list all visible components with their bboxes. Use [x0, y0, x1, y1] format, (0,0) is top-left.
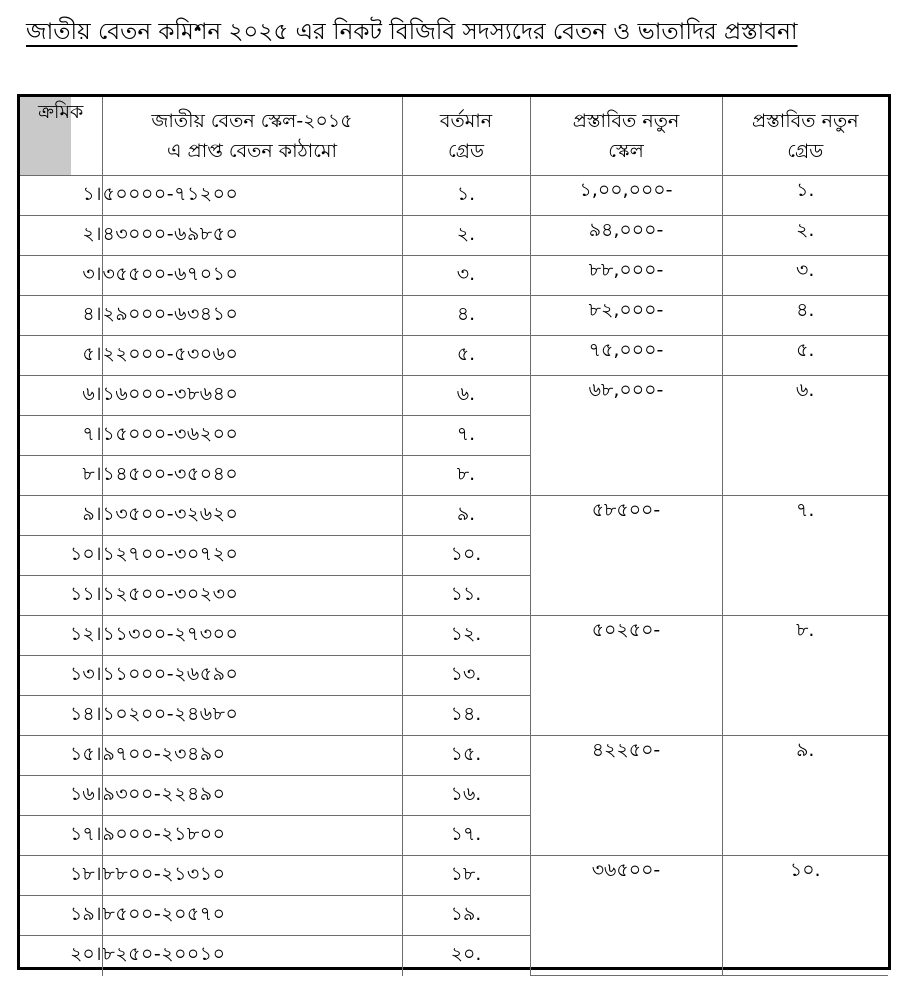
serial-cell: ৩। — [20, 256, 102, 296]
current-grade-cell: ১১. — [402, 576, 530, 616]
salary-table-frame — [17, 94, 891, 970]
header-proposed-scale-line2: স্কেল — [608, 140, 644, 162]
current-scale-cell: ১৬০০০-৩৮৬৪০ — [102, 376, 402, 416]
serial-cell: ৫। — [20, 336, 102, 376]
proposed-scale-cell: ৫০২৫০- — [530, 616, 722, 736]
current-scale-cell: ১৪৫০০-৩৫০৪০ — [102, 456, 402, 496]
table-row — [20, 296, 888, 336]
current-scale-cell: ৮৫০০-২০৫৭০ — [102, 896, 402, 936]
current-grade-cell: ১৪. — [402, 696, 530, 736]
serial-cell: ৪। — [20, 296, 102, 336]
current-grade-cell: ১৩. — [402, 656, 530, 696]
proposed-grade-cell: ৩. — [722, 256, 888, 296]
serial-cell: ১। — [20, 176, 102, 216]
serial-cell: ১৪। — [20, 696, 102, 736]
current-grade-cell: ২. — [402, 216, 530, 256]
current-scale-cell: ১২৫০০-৩০২৩০ — [102, 576, 402, 616]
header-current-scale-line2: এ প্রাপ্ত বেতন কাঠামো — [167, 140, 337, 162]
proposed-scale-cell: ৯৪,০০০- — [530, 216, 722, 256]
current-grade-cell: ১৮. — [402, 856, 530, 896]
header-proposed-scale — [530, 97, 722, 176]
current-grade-cell: ১. — [402, 176, 530, 216]
header-row — [20, 97, 888, 176]
serial-cell: ৯। — [20, 496, 102, 536]
current-scale-cell: ১১০০০-২৬৫৯০ — [102, 656, 402, 696]
current-scale-cell: ২৯০০০-৬৩৪১০ — [102, 296, 402, 336]
proposed-scale-cell: ৪২২৫০- — [530, 736, 722, 856]
serial-cell: ১২। — [20, 616, 102, 656]
current-scale-cell: ৮২৫০-২০০১০ — [102, 936, 402, 976]
current-scale-cell: ১০২০০-২৪৬৮০ — [102, 696, 402, 736]
current-scale-cell: ১৫০০০-৩৬২০০ — [102, 416, 402, 456]
current-scale-cell: ২২০০০-৫৩০৬০ — [102, 336, 402, 376]
proposed-scale-cell: ৮২,০০০- — [530, 296, 722, 336]
current-grade-cell: ২০. — [402, 936, 530, 976]
current-grade-cell: ৬. — [402, 376, 530, 416]
table-row — [20, 616, 888, 656]
header-current-scale-line1: জাতীয় বেতন স্কেল-২০১৫ — [151, 110, 353, 132]
table-row — [20, 376, 888, 416]
proposed-grade-cell: ৮. — [722, 616, 888, 736]
proposed-scale-cell: ৬৮,০০০- — [530, 376, 722, 496]
current-grade-cell: ১০. — [402, 536, 530, 576]
current-scale-cell: ১৩৫০০-৩২৬২০ — [102, 496, 402, 536]
proposed-scale-cell: ১,০০,০০০- — [530, 176, 722, 216]
table-row — [20, 856, 888, 896]
serial-cell: ৬। — [20, 376, 102, 416]
table-row — [20, 736, 888, 776]
current-scale-cell: ১২৭০০-৩০৭২০ — [102, 536, 402, 576]
serial-cell: ১০। — [20, 536, 102, 576]
current-scale-cell: ৯০০০-২১৮০০ — [102, 816, 402, 856]
header-proposed-grade-line2: গ্রেড — [787, 140, 824, 162]
table-row — [20, 496, 888, 536]
header-proposed-scale-line1: প্রস্তাবিত নতুন — [572, 110, 680, 132]
serial-cell: ১৭। — [20, 816, 102, 856]
current-scale-cell: ৫০০০০-৭১২০০ — [102, 176, 402, 216]
proposed-scale-cell: ৩৬৫০০- — [530, 856, 722, 976]
current-grade-cell: ১৯. — [402, 896, 530, 936]
proposed-grade-cell: ৫. — [722, 336, 888, 376]
current-scale-cell: ১১৩০০-২৭৩০০ — [102, 616, 402, 656]
header-proposed-grade-line1: প্রস্তাবিত নতুন — [751, 110, 859, 132]
serial-cell: ১১। — [20, 576, 102, 616]
header-proposed-grade — [722, 97, 888, 176]
current-grade-cell: ৯. — [402, 496, 530, 536]
serial-cell: ২০। — [20, 936, 102, 976]
serial-cell: ১৯। — [20, 896, 102, 936]
current-scale-cell: ৪৩০০০-৬৯৮৫০ — [102, 216, 402, 256]
proposed-grade-cell: ৪. — [722, 296, 888, 336]
proposed-grade-cell: ৯. — [722, 736, 888, 856]
current-grade-cell: ৫. — [402, 336, 530, 376]
header-serial — [20, 97, 102, 176]
current-grade-cell: ১৭. — [402, 816, 530, 856]
salary-table — [20, 97, 888, 976]
current-grade-cell: ৩. — [402, 256, 530, 296]
table-row — [20, 256, 888, 296]
current-grade-cell: ১৬. — [402, 776, 530, 816]
current-grade-cell: ১৫. — [402, 736, 530, 776]
serial-cell: ৮। — [20, 456, 102, 496]
proposed-grade-cell: ২. — [722, 216, 888, 256]
serial-cell: ২। — [20, 216, 102, 256]
proposed-scale-cell: ৫৮৫০০- — [530, 496, 722, 616]
current-scale-cell: ৯৩০০-২২৪৯০ — [102, 776, 402, 816]
proposed-grade-cell: ১. — [722, 176, 888, 216]
header-serial-label: ক্রমিক — [38, 101, 84, 123]
current-scale-cell: ৯৭০০-২৩৪৯০ — [102, 736, 402, 776]
current-scale-cell: ৩৫৫০০-৬৭০১০ — [102, 256, 402, 296]
proposed-grade-cell: ৬. — [722, 376, 888, 496]
header-current-scale — [102, 97, 402, 176]
proposed-grade-cell: ১০. — [722, 856, 888, 976]
serial-cell: ১৩। — [20, 656, 102, 696]
document-title: জাতীয় বেতন কমিশন ২০২৫ এর নিকট বিজিবি সদস্যদের বেতন ও ভাতাদির প্রস্তাবনা — [26, 19, 798, 45]
header-current-grade-line2: গ্রেড — [448, 140, 484, 162]
proposed-scale-cell: ৭৫,০০০- — [530, 336, 722, 376]
proposed-grade-cell: ৭. — [722, 496, 888, 616]
header-current-grade — [402, 97, 530, 176]
serial-cell: ১৬। — [20, 776, 102, 816]
header-current-grade-line1: বর্তমান — [439, 110, 493, 132]
serial-cell: ১৫। — [20, 736, 102, 776]
current-grade-cell: ১২. — [402, 616, 530, 656]
current-scale-cell: ৮৮০০-২১৩১০ — [102, 856, 402, 896]
current-grade-cell: ৭. — [402, 416, 530, 456]
serial-cell: ১৮। — [20, 856, 102, 896]
table-row — [20, 176, 888, 216]
serial-cell: ৭। — [20, 416, 102, 456]
table-row — [20, 216, 888, 256]
table-row — [20, 336, 888, 376]
current-grade-cell: ৮. — [402, 456, 530, 496]
current-grade-cell: ৪. — [402, 296, 530, 336]
proposed-scale-cell: ৮৮,০০০- — [530, 256, 722, 296]
